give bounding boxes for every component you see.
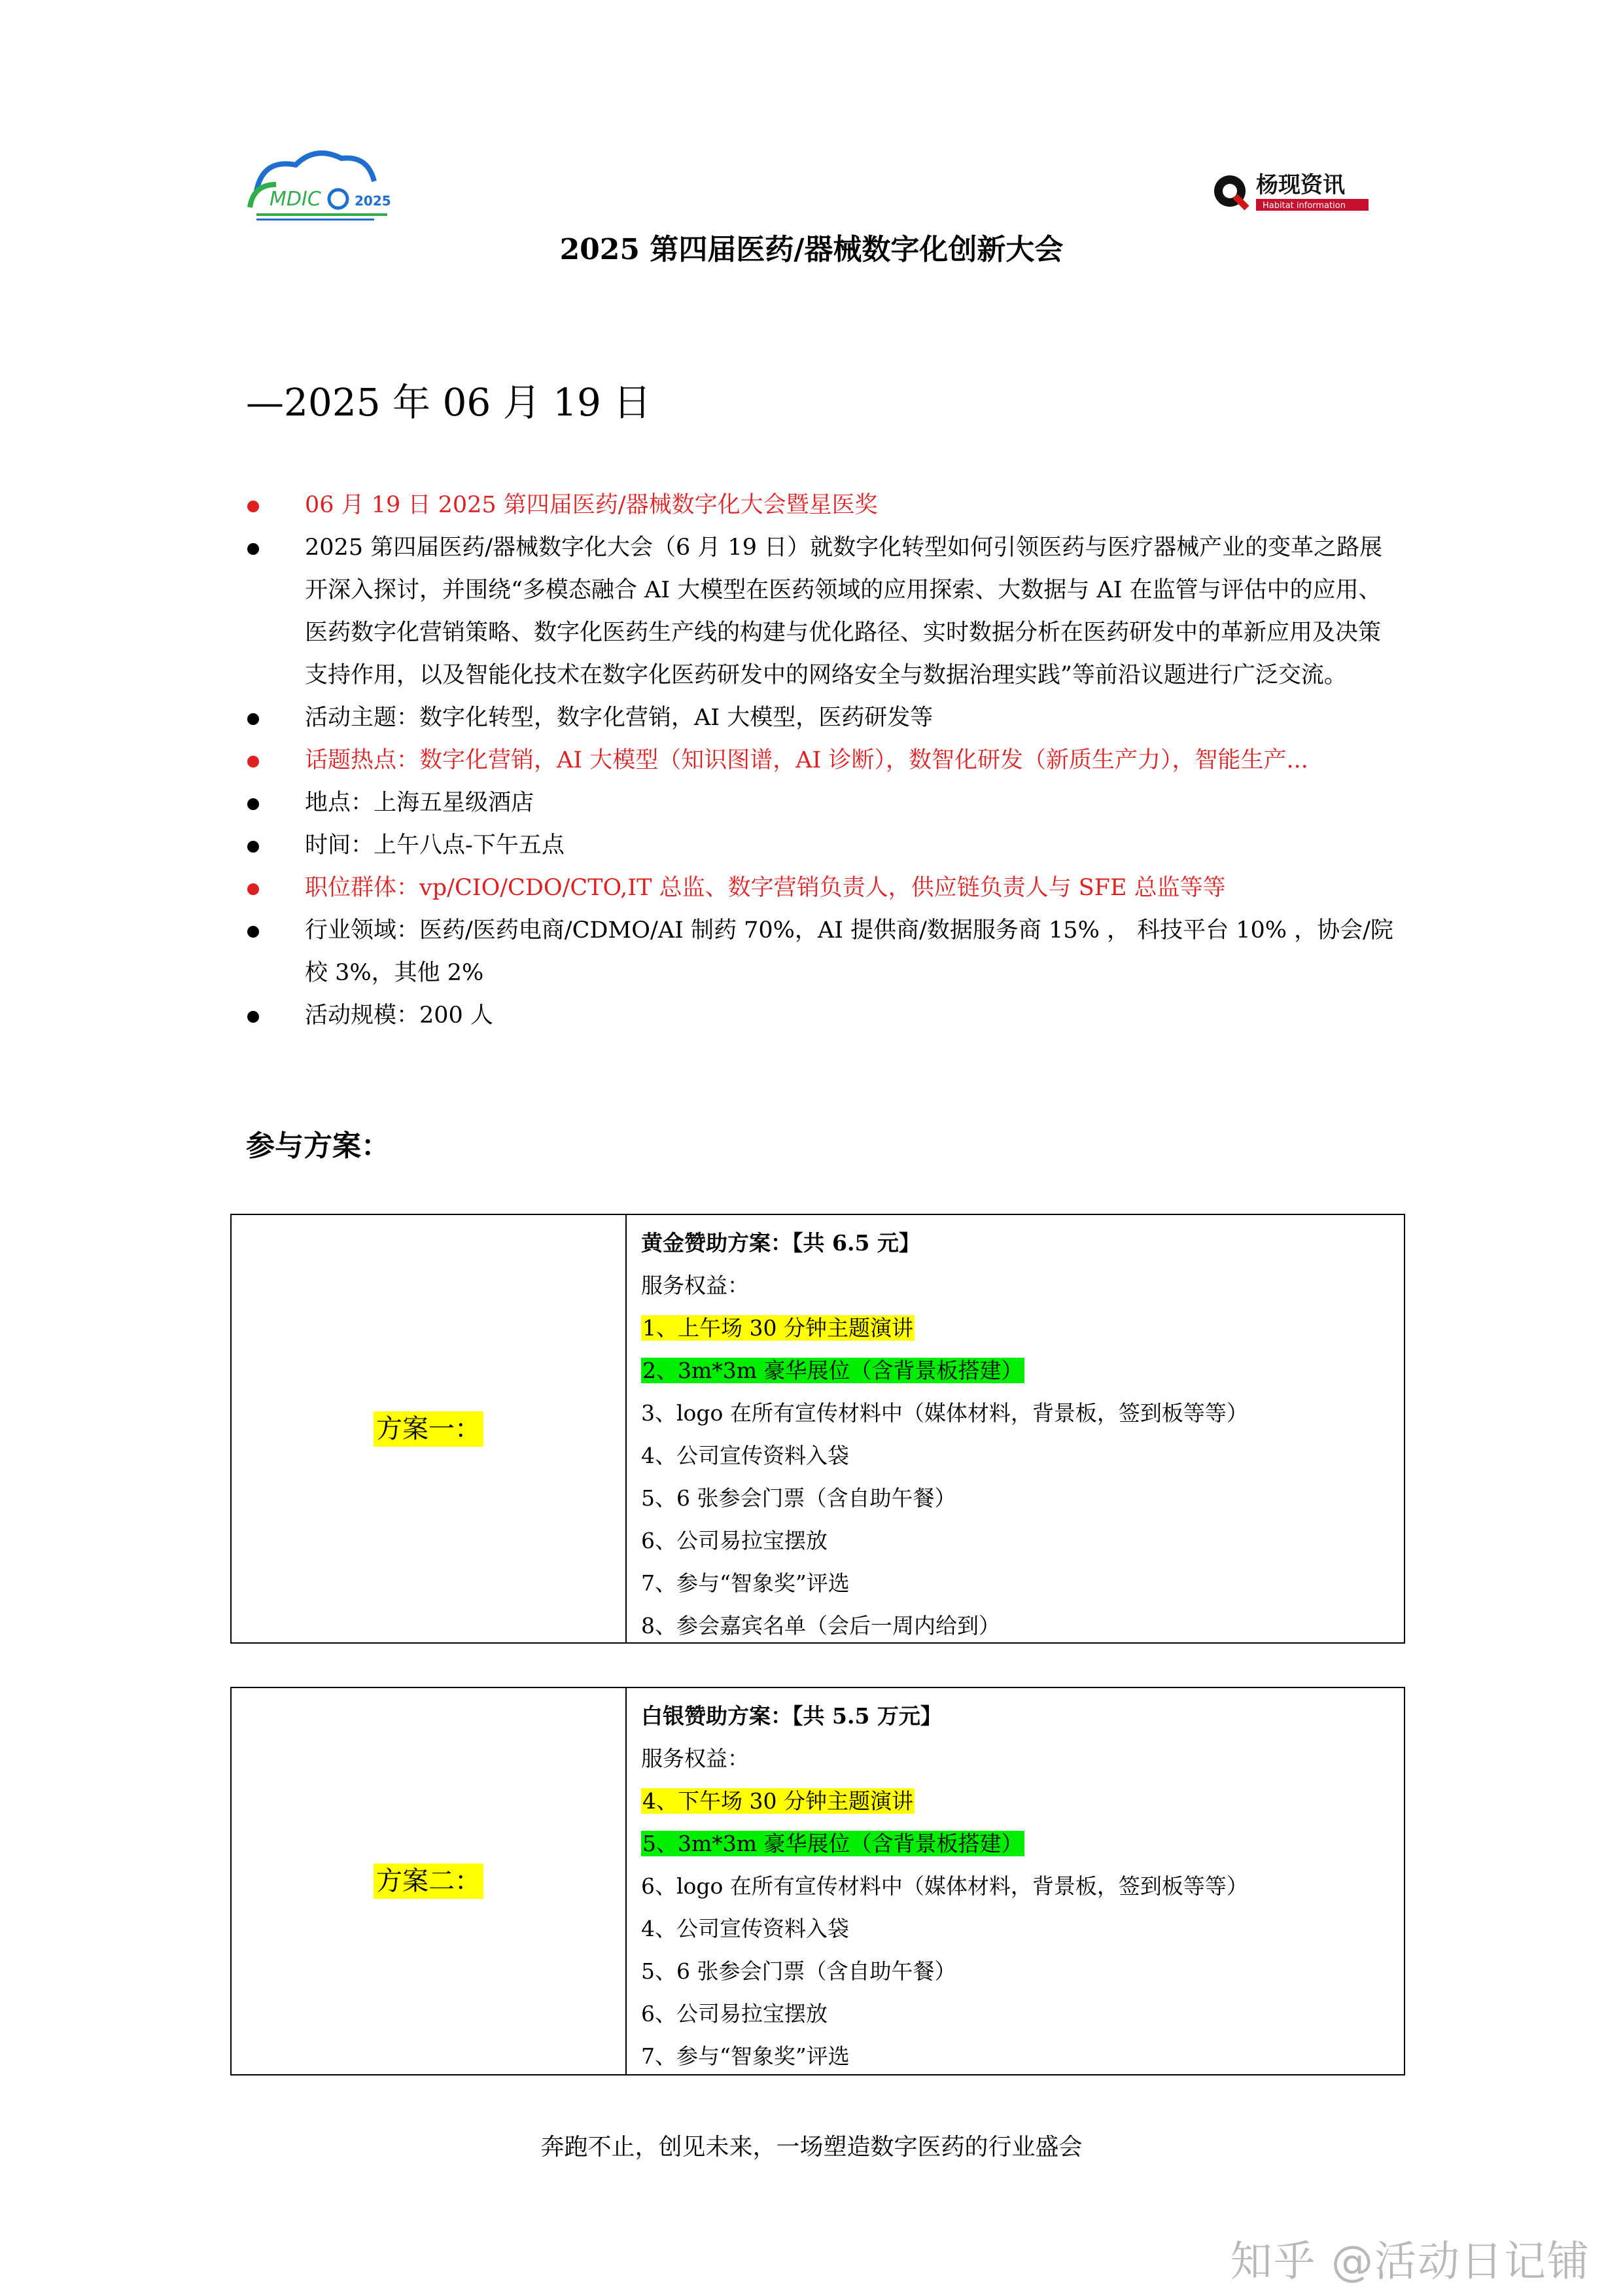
benefit-item xyxy=(641,1434,1404,1477)
plan-label: 方案一： xyxy=(374,1411,483,1447)
benefit-item xyxy=(641,1950,1404,1992)
bullet-text: 时间：上午八点-下午五点 xyxy=(305,832,565,858)
plan-label-cell xyxy=(232,1215,627,1642)
benefit-item xyxy=(641,1519,1404,1562)
plans-heading: 参与方案： xyxy=(246,1129,390,1163)
service-label: 服务权益： xyxy=(641,1746,749,1771)
benefit-item xyxy=(641,1865,1404,1907)
benefit-text: 8、参会嘉宾名单（会后一周内给到） xyxy=(641,1613,1000,1638)
svg-text:MDIC: MDIC xyxy=(270,188,321,211)
bullet-text: 职位群体：vp/CIO/CDO/CTO,IT 总监、数字营销负责人，供应链负责人与 SFE 总监等等 xyxy=(305,875,1226,901)
event-date: —2025 年 06 月 19 日 xyxy=(246,380,652,425)
info-bullet-list xyxy=(246,484,1397,1037)
benefit-text: 7、参与“智象奖”评选 xyxy=(641,1570,850,1596)
benefit-item xyxy=(641,1907,1404,1950)
bullet-text: 2025 第四届医药/器械数字化大会（6 月 19 日）就数字化转型如何引领医药与医疗器械产业的变革之路展开深入探讨，并围绕“多模态融合 AI 大模型在医药领域的应用探索、大数据与 AI 在监管与评估中的应用、医药数字化营销策略、数字化医药生产线的构建与优化路径、实时数据分析在医药研发中的革新应用及决策支持作用，以及智能化技术在数字化医药研发中的网络安全与数据治理实践”等前沿议题进行广泛交流。 xyxy=(305,535,1383,688)
benefit-item xyxy=(641,1780,1404,1822)
habitat-information-logo xyxy=(1209,165,1379,217)
benefit-text: 2、3m*3m 豪华展位（含背景板搭建） xyxy=(642,1358,1023,1383)
benefit-text: 7、参与“智象奖”评选 xyxy=(641,2043,850,2069)
bullet-text: 活动主题：数字化转型，数字化营销，AI 大模型，医药研发等 xyxy=(305,705,934,731)
benefit-text: 5、3m*3m 豪华展位（含背景板搭建） xyxy=(642,1831,1023,1856)
service-label: 服务权益： xyxy=(641,1273,749,1298)
info-bullet xyxy=(246,484,1397,527)
svg-text:2025: 2025 xyxy=(355,193,391,209)
plan-label: 方案二： xyxy=(374,1863,483,1899)
benefit-item xyxy=(641,1562,1404,1604)
benefit-text: 6、公司易拉宝摆放 xyxy=(641,1528,828,1553)
plan-detail-cell xyxy=(627,1688,1404,2074)
page-title: 2025 第四届医药/器械数字化创新大会 xyxy=(559,233,1064,266)
bullet-text: 06 月 19 日 2025 第四届医药/器械数字化大会暨星医奖 xyxy=(305,492,878,518)
info-bullet xyxy=(246,782,1397,824)
bullet-dot-icon xyxy=(247,841,259,853)
footer-slogan: 奔跑不止，创见未来，一场塑造数字医药的行业盛会 xyxy=(540,2134,1083,2161)
info-bullet xyxy=(246,739,1397,782)
bullet-text: 话题热点：数字化营销，AI 大模型（知识图谱，AI 诊断），数智化研发（新质生产力），智能生产... xyxy=(305,747,1308,773)
svg-text:杨现资讯: 杨现资讯 xyxy=(1256,172,1345,198)
benefit-item xyxy=(641,1477,1404,1519)
plan-table-gold xyxy=(230,1214,1405,1644)
benefit-item xyxy=(641,1349,1404,1392)
bullet-text: 活动规模：200 人 xyxy=(305,1002,493,1029)
benefit-text: 4、下午场 30 分钟主题演讲 xyxy=(642,1788,913,1814)
benefit-text: 5、6 张参会门票（含自助午餐） xyxy=(641,1958,956,1984)
benefit-item xyxy=(641,1307,1404,1349)
benefit-item xyxy=(641,1604,1404,1647)
bullet-dot-icon xyxy=(247,798,259,810)
info-bullet xyxy=(246,697,1397,739)
info-bullet xyxy=(246,995,1397,1037)
benefit-text: 4、公司宣传资料入袋 xyxy=(641,1916,849,1941)
info-bullet xyxy=(246,910,1397,995)
plan-table-silver xyxy=(230,1687,1405,2075)
bullet-dot-icon xyxy=(247,501,259,512)
info-bullet xyxy=(246,527,1397,697)
plan-title: 白银赞助方案：【共 5.5 万元】 xyxy=(641,1703,942,1729)
benefit-text: 3、logo 在所有宣传材料中（媒体材料，背景板，签到板等等） xyxy=(641,1400,1248,1426)
benefit-text: 5、6 张参会门票（含自助午餐） xyxy=(641,1485,956,1511)
benefit-item xyxy=(641,1992,1404,2035)
benefit-item xyxy=(641,1822,1404,1865)
bullet-dot-icon xyxy=(247,543,259,555)
plan-detail-cell xyxy=(627,1215,1404,1642)
mdic-logo xyxy=(243,145,394,225)
bullet-text: 行业领域：医药/医药电商/CDMO/AI 制药 70%，AI 提供商/数据服务商 15% ， 科技平台 10% ，协会/院校 3%，其他 2% xyxy=(305,917,1393,986)
bullet-dot-icon xyxy=(247,713,259,725)
zhihu-watermark: 知乎 @活动日记铺 xyxy=(1230,2238,1590,2286)
bullet-dot-icon xyxy=(247,883,259,895)
bullet-text: 地点：上海五星级酒店 xyxy=(305,790,534,816)
plan-title: 黄金赞助方案：【共 6.5 元】 xyxy=(641,1230,920,1256)
bullet-dot-icon xyxy=(247,756,259,768)
benefit-item xyxy=(641,2035,1404,2077)
info-bullet xyxy=(246,867,1397,910)
benefit-text: 1、上午场 30 分钟主题演讲 xyxy=(642,1315,913,1341)
benefit-text: 6、logo 在所有宣传材料中（媒体材料，背景板，签到板等等） xyxy=(641,1873,1248,1899)
info-bullet xyxy=(246,824,1397,867)
benefit-text: 4、公司宣传资料入袋 xyxy=(641,1443,849,1468)
benefit-item xyxy=(641,1392,1404,1434)
bullet-dot-icon xyxy=(247,926,259,938)
svg-text:Habitat information: Habitat information xyxy=(1263,201,1346,211)
bullet-dot-icon xyxy=(247,1011,259,1023)
benefit-text: 6、公司易拉宝摆放 xyxy=(641,2001,828,2026)
plan-label-cell xyxy=(232,1688,627,2074)
